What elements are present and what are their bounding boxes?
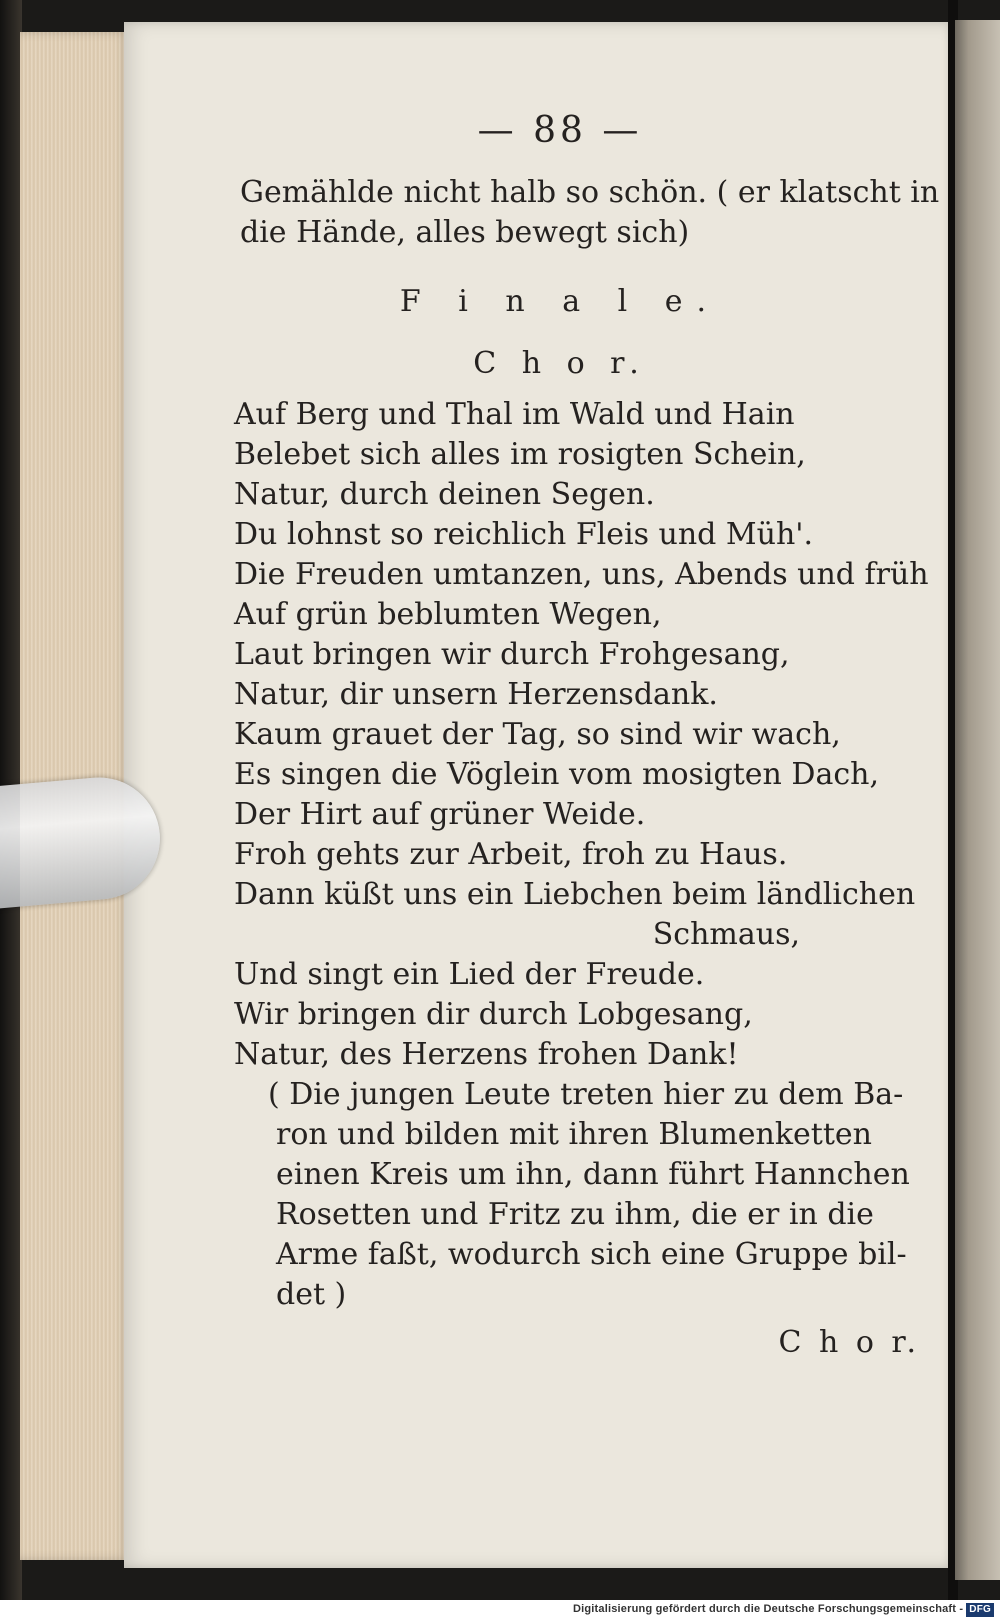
song-line: Natur, durch deinen Segen.	[234, 477, 655, 512]
text-line: Gemählde nicht halb so schön. ( er klatscht in	[240, 175, 940, 210]
stage-direction-line: det )	[276, 1277, 347, 1312]
song-line: Natur, des Herzens frohen Dank!	[234, 1037, 739, 1072]
stage-direction-line: Rosetten und Fritz zu ihm, die er in die	[276, 1197, 874, 1232]
credit-text: Digitalisierung gefördert durch die Deutsche Forschungsgemeinschaft -	[572, 1603, 964, 1615]
digitization-credit	[573, 1600, 994, 1618]
text-line: die Hände, alles bewegt sich)	[240, 215, 690, 250]
song-line: Die Freuden umtanzen, uns, Abends und früh	[234, 557, 929, 592]
song-line: Natur, dir unsern Herzensdank.	[234, 677, 718, 712]
stage-direction-line: Arme faßt, wodurch sich eine Gruppe bil-	[276, 1237, 907, 1272]
page-text	[234, 110, 940, 1363]
song-line: Es singen die Vöglein vom mosigten Dach,	[234, 757, 879, 792]
song-line: Froh gehts zur Arbeit, froh zu Haus.	[234, 837, 788, 872]
stage-direction-line: einen Kreis um ihn, dann führt Hannchen	[276, 1157, 910, 1192]
song-line: Laut bringen wir durch Frohgesang,	[234, 637, 790, 672]
song-line: Wir bringen dir durch Lobgesang,	[234, 997, 753, 1032]
song-line: Du lohnst so reichlich Fleis und Müh'.	[234, 517, 814, 552]
stage-direction-line: ( Die jungen Leute treten hier zu dem Ba-	[268, 1077, 904, 1112]
stage-direction-line: ron und bilden mit ihren Blumenketten	[276, 1117, 872, 1152]
song-line: Der Hirt auf grüner Weide.	[234, 797, 646, 832]
song-line: Dann küßt uns ein Liebchen beim ländlichen	[234, 877, 916, 912]
song-line: Auf Berg und Thal im Wald und Hain	[234, 397, 795, 432]
dfg-logo: DFG	[966, 1603, 994, 1617]
song-line: Auf grün beblumten Wegen,	[234, 597, 662, 632]
song-line: Belebet sich alles im rosigten Schein,	[234, 437, 806, 472]
page-number: — 88 —	[477, 110, 643, 151]
next-page-edge	[955, 20, 1000, 1580]
closing-chor-heading: C h o r.	[778, 1325, 920, 1360]
chor-heading: C h o r.	[473, 346, 647, 381]
song-line: Kaum grauet der Tag, so sind wir wach,	[234, 717, 841, 752]
song-line-continuation: Schmaus,	[652, 917, 800, 952]
finale-title: F i n a l e.	[399, 284, 721, 319]
song-line: Und singt ein Lied der Freude.	[234, 957, 705, 992]
